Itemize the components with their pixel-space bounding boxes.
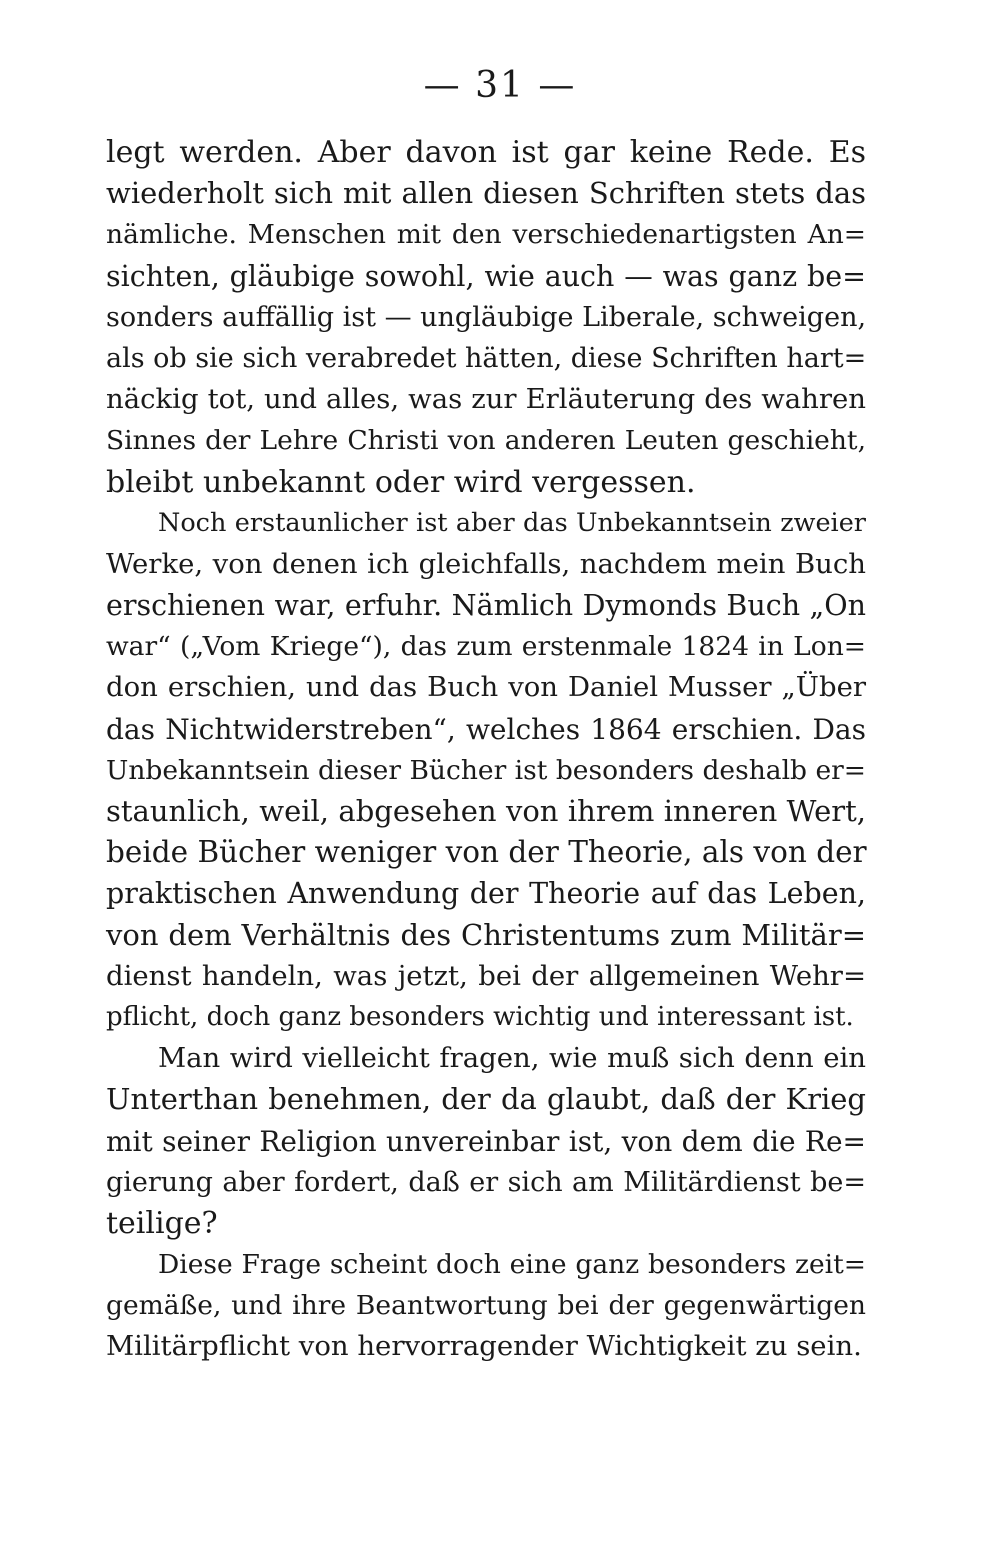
- text-line: nämliche. Menschen mit den verschiedenartigsten An=: [106, 219, 866, 251]
- text-line: sichten, gläubige sowohl, wie auch — was ganz be=: [106, 259, 866, 293]
- text-line: Werke, von denen ich gleichfalls, nachdem mein Buch: [106, 547, 866, 580]
- text-line: Unterthan benehmen, der da glaubt, daß der Krieg: [106, 1082, 866, 1117]
- text-line: das Nichtwiderstreben“, welches 1864 erschien. Das: [106, 712, 866, 746]
- text-line: pflicht, doch ganz besonders wichtig und interessant ist.: [106, 1001, 854, 1032]
- text-line: beide Bücher weniger von der Theorie, als von der: [106, 835, 867, 870]
- text-line: gierung aber fordert, daß er sich am Militärdienst be=: [106, 1166, 866, 1198]
- text-line: mit seiner Religion unvereinbar ist, von dem die Re=: [106, 1124, 866, 1158]
- text-line: von dem Verhältnis des Christentums zum Militär=: [106, 917, 866, 952]
- text-line: sonders auffällig ist — ungläubige Liberale, schweigen,: [106, 301, 867, 333]
- text-line: gemäße, und ihre Beantwortung bei der gegenwärtigen: [106, 1290, 866, 1322]
- text-line: Man wird vielleicht fragen, wie muß sich denn ein: [158, 1042, 866, 1075]
- paragraph-3: [106, 1038, 866, 1244]
- text-line: staunlich, weil, abgesehen von ihrem inneren Wert,: [106, 794, 866, 828]
- text-line: Militärpflicht von hervorragender Wichtigkeit zu sein.: [106, 1330, 862, 1363]
- text-line: don erschien, und das Buch von Daniel Musser „Über: [106, 671, 866, 704]
- text-line: erschienen war, erfuhr. Nämlich Dymonds Buch „On: [106, 589, 866, 623]
- text-line: Diese Frage scheint doch eine ganz besonders zeit=: [158, 1249, 866, 1281]
- text-line: Sinnes der Lehre Christi von anderen Leuten geschieht,: [106, 425, 866, 457]
- paragraph-2: [106, 503, 866, 1038]
- text-line: legt werden. Aber davon ist gar keine Rede. Es: [106, 135, 866, 170]
- text-line: Noch erstaunlicher ist aber das Unbekanntsein zweier: [158, 507, 866, 538]
- paragraph-4: [106, 1244, 866, 1368]
- paragraph-1: [106, 132, 866, 503]
- text-line: als ob sie sich verabredet hätten, diese Schriften hart=: [106, 342, 867, 374]
- text-line: praktischen Anwendung der Theorie auf das Leben,: [106, 877, 866, 911]
- body-text: [106, 132, 866, 1368]
- text-line: teilige?: [106, 1205, 218, 1241]
- text-line: näckig tot, und alles, was zur Erläuterung des wahren: [106, 383, 866, 416]
- text-line: wiederholt sich mit allen diesen Schriften stets das: [106, 176, 866, 211]
- text-line: war“ („Vom Kriege“), das zum erstenmale 1824 in Lon=: [106, 631, 866, 663]
- text-line: bleibt unbekannt oder wird vergessen.: [106, 464, 696, 500]
- page-number: — 31 —: [423, 65, 577, 106]
- text-line: Unbekanntsein dieser Bücher ist besonders deshalb er=: [106, 754, 866, 786]
- text-line: dienst handeln, was jetzt, bei der allgemeinen Wehr=: [106, 959, 866, 992]
